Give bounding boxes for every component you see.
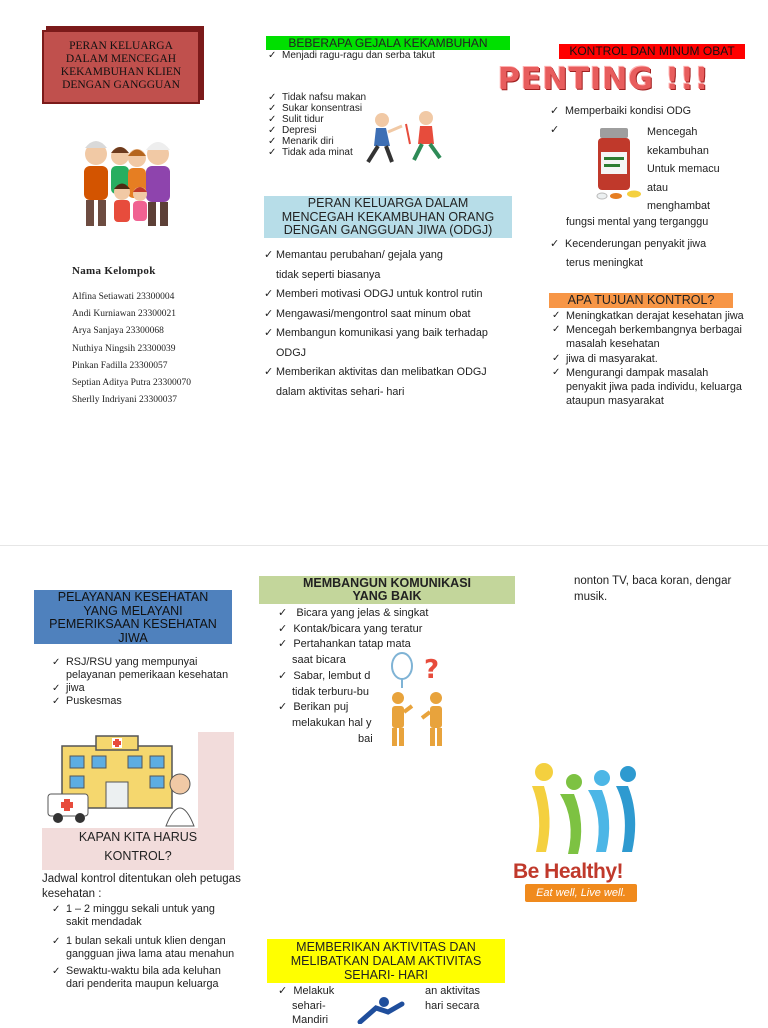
list-item: ✓ Tidak ada minat	[266, 147, 366, 158]
member-name: Nuthiya Ningsih 23300039	[72, 343, 176, 354]
list-item-cont: tidak terburu-bu	[292, 685, 370, 698]
tujuan-list	[550, 309, 750, 408]
list-item: ✓ Mencegah berkembangnya berbagai masalah kesehatan	[550, 323, 750, 351]
hospital-illustration	[44, 732, 200, 828]
list-item: ✓ Memantau perubahan/ gejala yang	[264, 249, 443, 261]
list-item: ✓ Kecenderungan penyakit jiwa terus meningkat	[550, 238, 707, 269]
kapan-heading: KAPAN KITA HARUS KONTROL?	[42, 828, 234, 870]
list-item: ✓ Sulit tidur	[266, 114, 366, 125]
list-item-cont: dalam aktivitas sehari- hari	[276, 385, 405, 398]
list-item: ✓ Mengurangi dampak masalah penyakit jiwa pada individu, keluarga ataupun masyarakat	[550, 366, 750, 409]
list-item: ✓ 1 bulan sekali untuk klien dengan gangguan jiwa lama atau menahun	[50, 935, 240, 961]
gejala-list-top	[266, 50, 435, 62]
list-item-cont: melakukan hal y	[292, 716, 372, 729]
peran-list	[264, 246, 516, 402]
member-name: Andi Kurniawan 23300021	[72, 309, 176, 320]
question-people-illustration	[384, 648, 454, 750]
page-divider	[0, 545, 768, 546]
list-item: ✓ Pertahankan tatap mata	[278, 638, 411, 651]
list-item: ✓ RSJ/RSU yang mempunyai pelayanan pemerikaan kesehatan	[50, 656, 240, 682]
list-item: ✓ Menjadi ragu-ragu dan serba takut	[266, 50, 435, 62]
kapan-intro: Jadwal kontrol ditentukan oleh petugas kesehatan :	[42, 873, 241, 900]
list-item: ✓ Kontak/bicara yang teratur	[278, 622, 423, 635]
list-item: ✓ Mengawasi/mengontrol saat minum obat	[264, 307, 471, 320]
kontrol-heading: KONTROL DAN MINUM OBAT	[559, 44, 745, 59]
list-item: ✓ Tidak nafsu makan	[266, 92, 366, 103]
list-item: ✓ Bicara yang jelas & singkat	[278, 607, 429, 619]
penting-banner: PENTING !!!	[498, 62, 710, 97]
gejala-list	[266, 92, 366, 158]
kontrol-column-text: Mencegah kekambuhan Untuk memacu atau menghambat	[647, 126, 720, 213]
list-item: ✓ 1 – 2 minggu sekali untuk yang sakit mendadak	[50, 903, 240, 929]
list-item-cont: bai	[358, 732, 373, 745]
running-people-illustration	[360, 108, 450, 166]
tujuan-heading: APA TUJUAN KONTROL?	[549, 293, 733, 308]
list-item: ✓ jiwa	[50, 682, 240, 695]
list-item: ✓ Meningkatkan derajat kesehatan jiwa	[550, 309, 750, 323]
hospital-panel-bg	[198, 732, 234, 828]
be-healthy-logo-figures	[522, 760, 642, 856]
list-item-cont: saat bicara	[292, 654, 346, 667]
pelayanan-list	[50, 656, 240, 708]
aktivitas-right-text: an aktivitas hari secara	[425, 985, 481, 1012]
medicine-bottle-illustration	[590, 124, 646, 202]
list-item-cont: fungsi mental yang terganggu	[566, 216, 709, 228]
list-item: ✓	[550, 124, 560, 136]
be-healthy-tagline: Eat well, Live well.	[525, 884, 637, 902]
list-item: ✓ Sewaktu-waktu bila ada keluhan dari penderita maupun keluarga	[50, 965, 240, 991]
list-item: ✓ Sukar konsentrasi	[266, 103, 366, 114]
list-item-cont: sehari-	[292, 999, 326, 1012]
member-name: Septian Aditya Putra 23300070	[72, 378, 192, 389]
pelayanan-heading: PELAYANAN KESEHATAN YANG MELAYANI PEMERIKSAAN KESEHATAN JIWA	[34, 590, 232, 644]
list-item: ✓ Memberikan aktivitas dan melibatkan ODGJ	[264, 366, 487, 378]
continued-text: nonton TV, baca koran, dengar musik.	[574, 575, 732, 603]
list-item: ✓ Menarik diri	[266, 136, 366, 147]
komunikasi-heading: MEMBANGUN KOMUNIKASI YANG BAIK	[259, 576, 515, 604]
be-healthy-title: Be Healthy!	[513, 860, 624, 883]
list-item-cont: tidak seperti biasanya	[276, 268, 381, 281]
member-name: Alfina Setiawati 23300004	[72, 292, 175, 302]
member-name: Pinkan Fadilla 23300057	[72, 360, 168, 371]
list-item-cont: ODGJ	[276, 346, 306, 359]
gejala-heading: BEBERAPA GEJALA KEKAMBUHAN	[266, 36, 510, 50]
list-item: ✓ Depresi	[266, 125, 366, 136]
list-item: ✓ jiwa di masyarakat.	[550, 352, 750, 366]
leaflet-title: PERAN KELUARGA DALAM MENCEGAH KEKAMBUHAN KLIEN DENGAN GANGGUAN	[42, 30, 200, 104]
list-item: ✓ Melakuk	[278, 985, 335, 997]
activity-figure-illustration	[350, 996, 410, 1024]
aktivitas-heading: MEMBERIKAN AKTIVITAS DAN MELIBATKAN DALAM AKTIVITAS SEHARI- HARI	[267, 939, 505, 983]
kapan-list	[50, 903, 240, 991]
family-illustration	[74, 126, 180, 234]
member-list	[72, 289, 191, 409]
list-item-cont: Mandiri	[292, 1014, 329, 1026]
member-name: Arya Sanjaya 23300068	[72, 326, 164, 337]
list-item: ✓ Memberi motivasi ODGJ untuk kontrol rutin	[264, 288, 483, 300]
peran-heading: PERAN KELUARGA DALAM MENCEGAH KEKAMBUHAN ORANG DENGAN GANGGUAN JIWA (ODGJ)	[264, 196, 512, 238]
group-title: Nama Kelompok	[72, 265, 156, 277]
list-item: ✓ Puskesmas	[50, 695, 240, 708]
list-item: ✓ Berikan puj	[278, 701, 349, 714]
member-name: Sherlly Indriyani 23300037	[72, 395, 178, 406]
svg-text:?: ?	[424, 655, 440, 685]
list-item: ✓ Sabar, lembut d	[278, 669, 371, 682]
list-item: ✓ Memperbaiki kondisi ODG	[550, 105, 692, 117]
list-item: ✓ Membangun komunikasi yang baik terhadap	[264, 327, 488, 339]
